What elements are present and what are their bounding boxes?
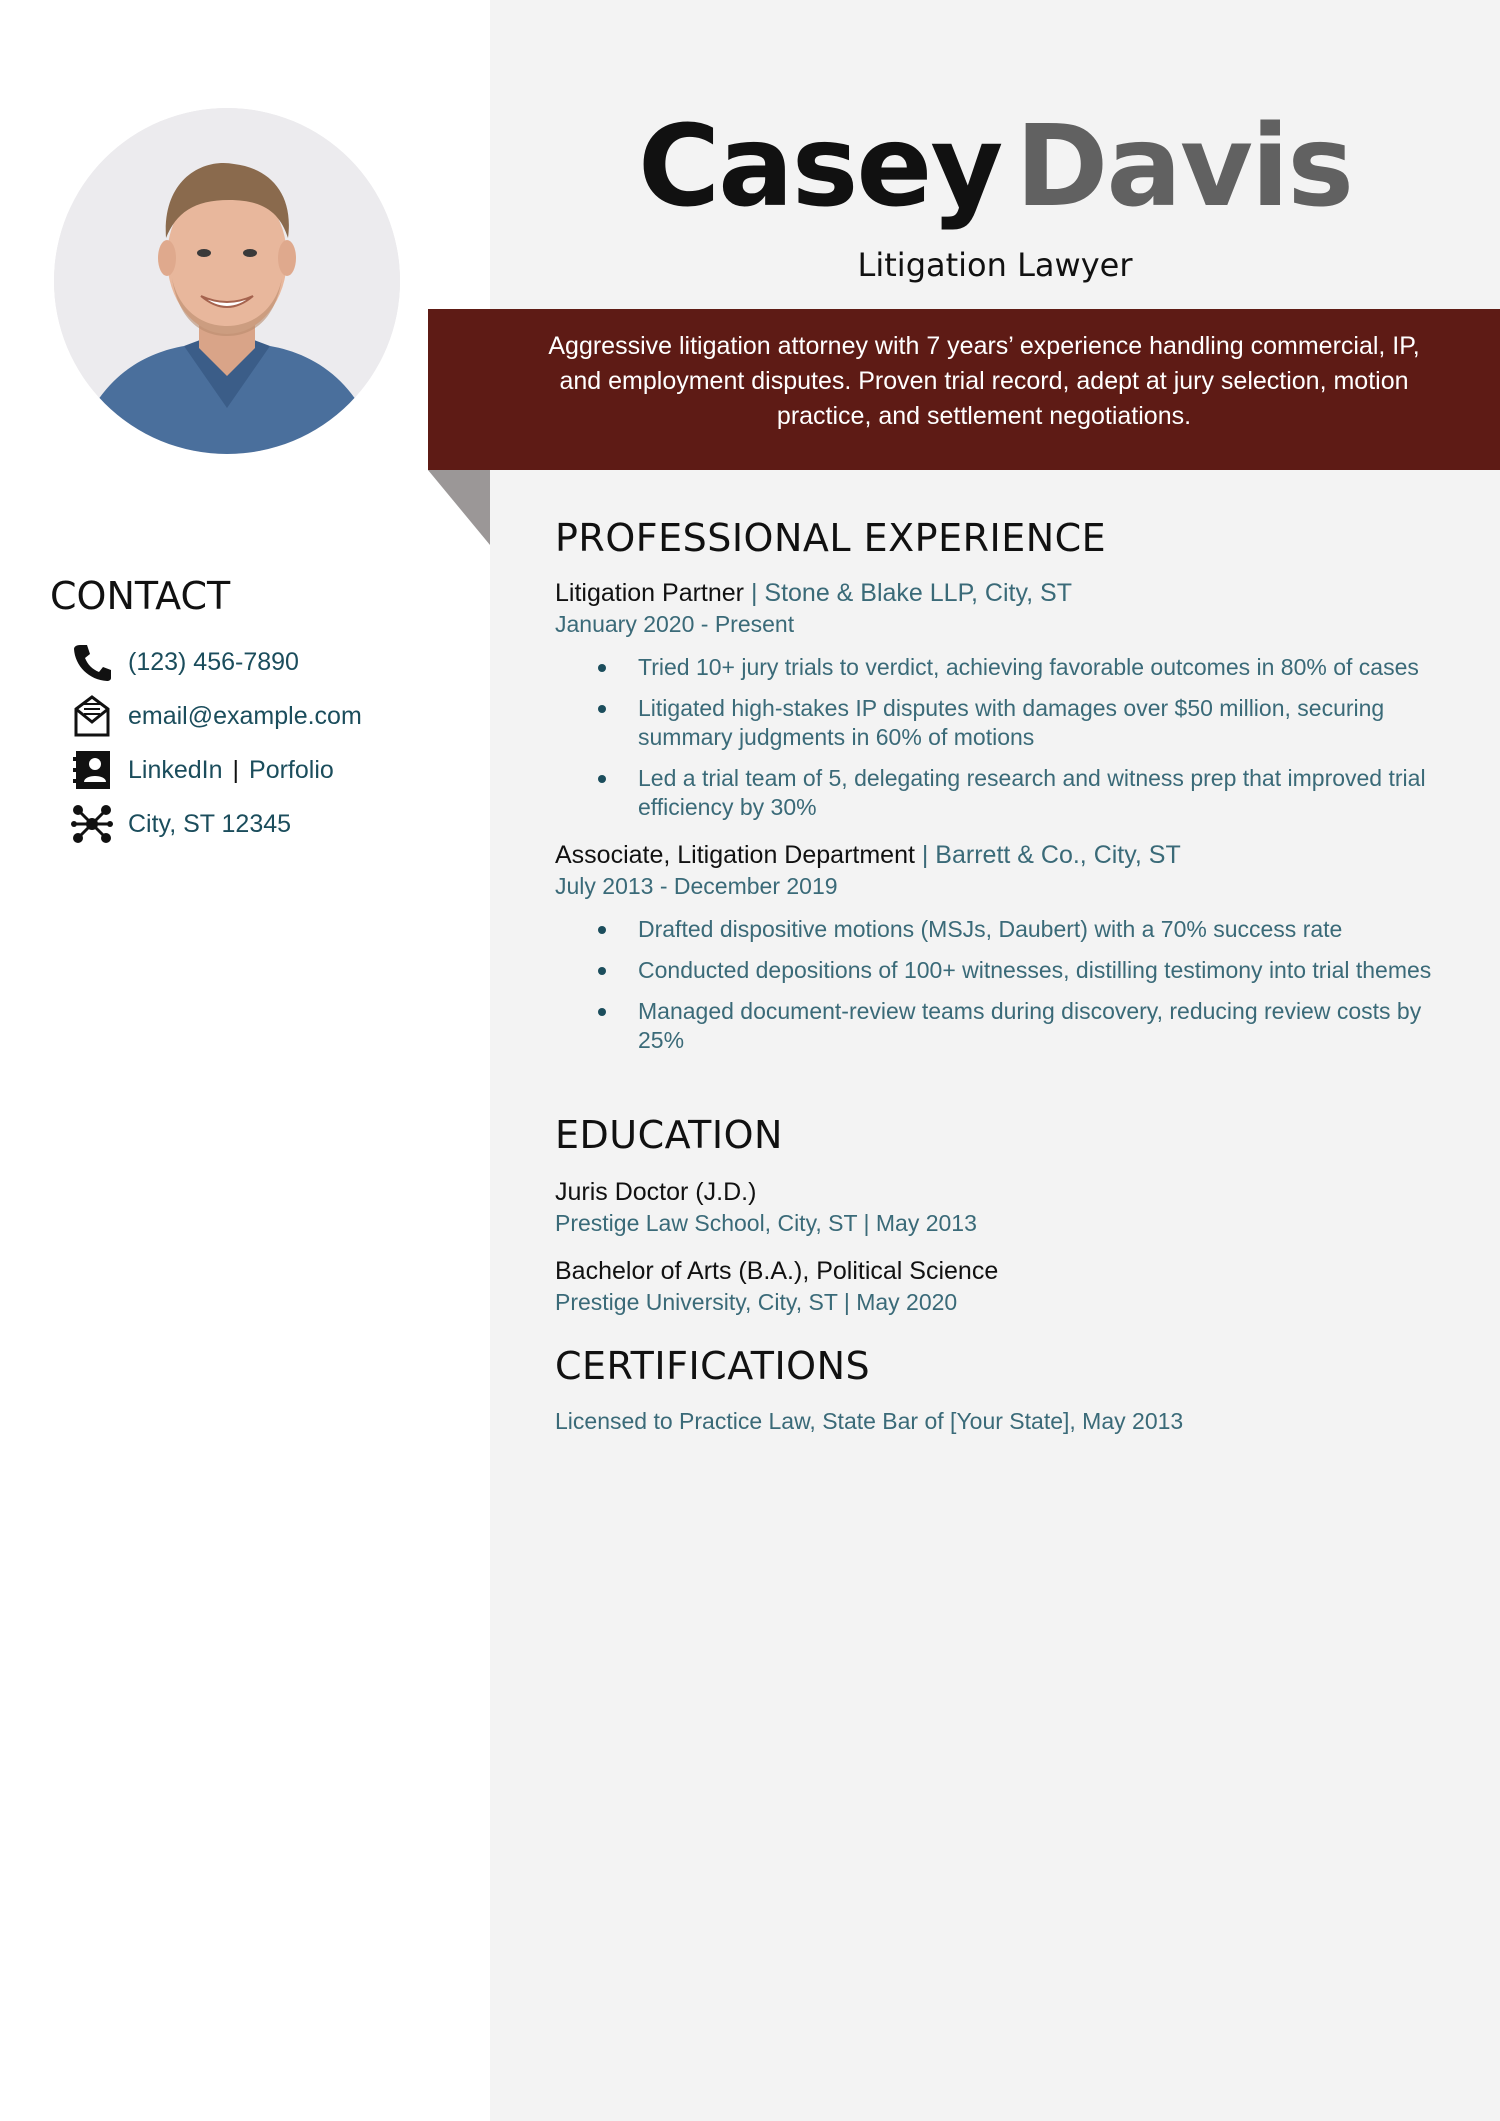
list-item: Drafted dispositive motions (MSJs, Daubert) with a 70% success rate xyxy=(598,915,1458,944)
contact-card-icon xyxy=(70,748,114,792)
experience-heading: PROFESSIONAL EXPERIENCE xyxy=(555,516,1107,560)
mail-icon xyxy=(70,694,114,738)
address: City, ST 12345 xyxy=(128,809,292,838)
job-1-dates: January 2020 - Present xyxy=(555,611,795,637)
contact-links xyxy=(70,748,334,792)
first-name: Casey xyxy=(637,102,1002,232)
network-icon xyxy=(70,802,114,846)
job-2-bullets xyxy=(598,915,1458,1067)
job-1-header xyxy=(555,579,1072,608)
summary-banner xyxy=(428,309,1500,470)
education-school: Prestige University, City, ST | May 2020 xyxy=(555,1289,958,1315)
job-1-company: | Stone & Blake LLP, City, ST xyxy=(744,579,1072,607)
linkedin-link[interactable]: LinkedIn xyxy=(128,755,223,784)
list-item: Litigated high-stakes IP disputes with damages over $50 million, securing summary judgments in 60% of motions xyxy=(598,694,1458,752)
certification-item: Licensed to Practice Law, State Bar of [Your State], May 2013 xyxy=(555,1408,1184,1434)
job-2-dates: July 2013 - December 2019 xyxy=(555,873,838,899)
link-separator: | xyxy=(232,755,240,784)
job-1-bullets xyxy=(598,653,1458,834)
list-item: Conducted depositions of 100+ witnesses, distilling testimony into trial themes xyxy=(598,956,1458,985)
job-2-company: | Barrett & Co., City, ST xyxy=(914,841,1181,869)
contact-heading: CONTACT xyxy=(50,574,231,618)
job-1-role: Litigation Partner xyxy=(555,579,745,607)
contact-phone xyxy=(70,640,299,684)
education-school: Prestige Law School, City, ST | May 2013 xyxy=(555,1210,977,1236)
phone-icon xyxy=(70,640,114,684)
contact-email xyxy=(70,694,362,738)
banner-fold xyxy=(428,470,490,545)
profile-photo xyxy=(54,108,400,454)
education-degree: Juris Doctor (J.D.) xyxy=(555,1178,757,1206)
list-item: Tried 10+ jury trials to verdict, achieving favorable outcomes in 80% of cases xyxy=(598,653,1458,682)
certifications-heading: CERTIFICATIONS xyxy=(555,1344,871,1388)
email-address[interactable]: email@example.com xyxy=(128,701,362,730)
list-item: Managed document-review teams during discovery, reducing review costs by 25% xyxy=(598,997,1458,1055)
job-2-header xyxy=(555,841,1181,870)
phone-number[interactable]: (123) 456-7890 xyxy=(128,647,299,676)
full-name xyxy=(490,100,1500,234)
education-heading: EDUCATION xyxy=(555,1113,783,1157)
job-title: Litigation Lawyer xyxy=(857,246,1133,284)
last-name: Davis xyxy=(1015,102,1352,232)
list-item: Led a trial team of 5, delegating research and witness prep that improved trial efficiency by 30% xyxy=(598,764,1458,822)
job-2-role: Associate, Litigation Department xyxy=(555,841,915,869)
portfolio-link[interactable]: Porfolio xyxy=(249,755,334,784)
contact-address xyxy=(70,802,291,846)
education-degree: Bachelor of Arts (B.A.), Political Science xyxy=(555,1257,999,1285)
summary-text: Aggressive litigation attorney with 7 years’ experience handling commercial, IP, and employment disputes. Proven trial record, adept at jury selection, motion practice, and settlement negotiations. xyxy=(548,332,1420,430)
